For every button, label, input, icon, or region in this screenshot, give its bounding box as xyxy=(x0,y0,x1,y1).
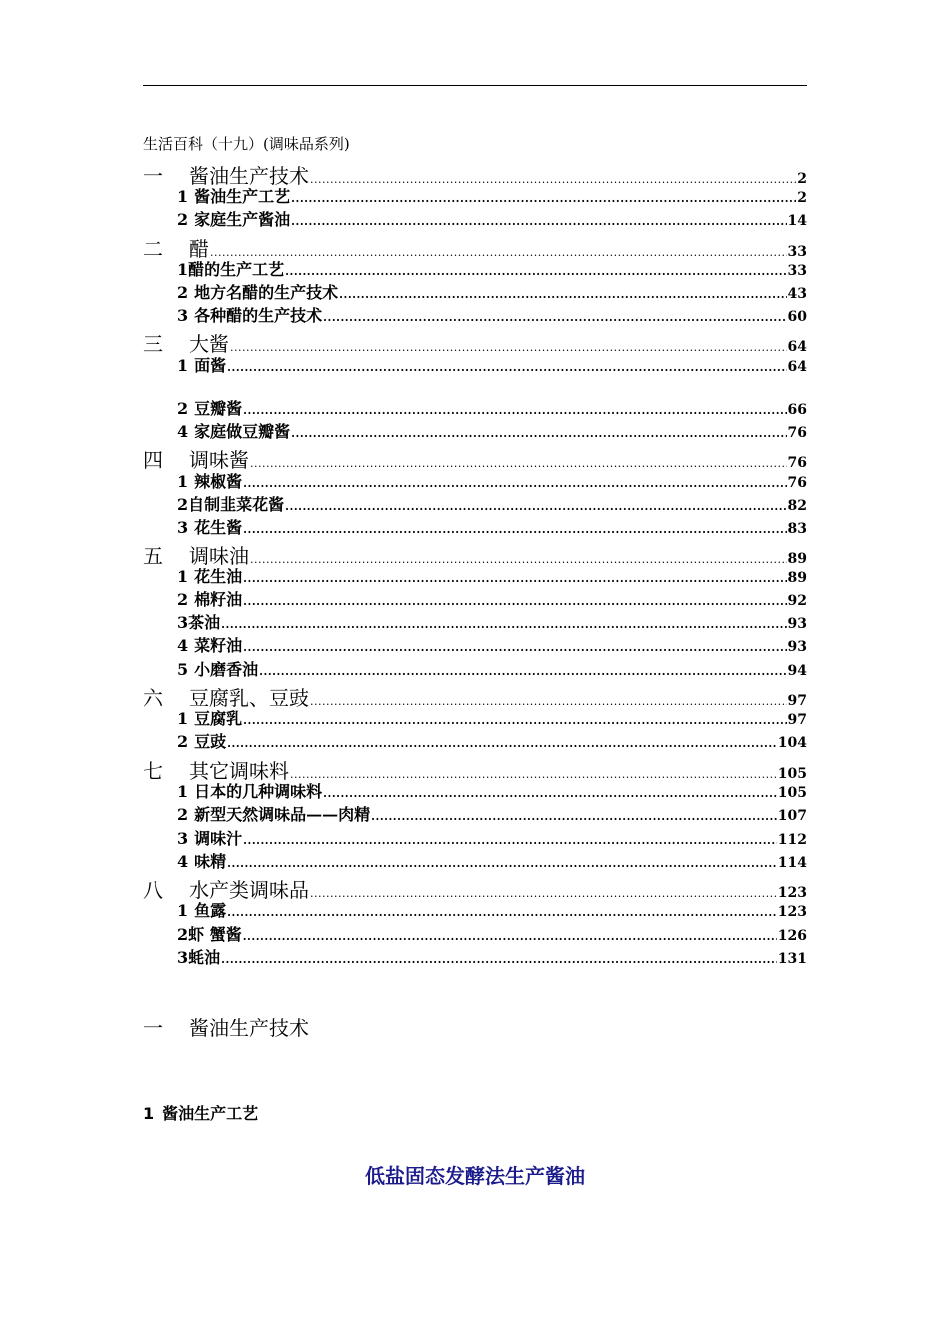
toc-dot-leader xyxy=(227,361,786,374)
toc-dot-leader xyxy=(243,834,777,847)
toc-entry-label xyxy=(177,469,242,492)
toc-page-number: 43 xyxy=(787,286,807,302)
toc-entry-label xyxy=(177,257,284,280)
toc-entry-number: 3 xyxy=(177,613,189,632)
toc-entry-label xyxy=(177,280,338,303)
toc-page-number: 89 xyxy=(787,570,807,586)
toc-entry-label xyxy=(177,849,226,872)
toc-entry-label xyxy=(177,587,242,610)
toc-entry[interactable] xyxy=(143,353,807,376)
toc-entry[interactable] xyxy=(143,945,807,968)
toc-entry-number: 3 xyxy=(177,518,189,537)
toc-entry[interactable] xyxy=(143,610,807,633)
toc-entry-title: 蚝油 xyxy=(188,948,221,967)
toc-page-number: 83 xyxy=(787,521,807,537)
toc-entry[interactable] xyxy=(143,419,807,442)
toc-entry-title: 大酱 xyxy=(189,332,229,356)
toc-entry-title: 各种醋的生产技术 xyxy=(194,306,323,325)
toc-entry-label xyxy=(177,898,226,921)
toc-entry-label xyxy=(177,353,226,376)
toc-dot-leader xyxy=(371,810,777,823)
toc-entry-number: 1 xyxy=(177,782,189,801)
toc-entry[interactable] xyxy=(143,184,807,207)
toc-page-number: 64 xyxy=(787,339,807,355)
toc-entry-title: 调味油 xyxy=(189,544,249,568)
toc-entry[interactable] xyxy=(143,729,807,752)
toc-entry[interactable] xyxy=(143,633,807,656)
toc-entry-number: 一 xyxy=(143,164,163,188)
toc-page-number: 60 xyxy=(787,309,807,325)
toc-dot-leader xyxy=(243,572,786,585)
toc-entry-title: 地方名醋的生产技术 xyxy=(194,283,339,302)
toc-dot-leader xyxy=(285,500,786,513)
toc-dot-leader xyxy=(291,192,796,205)
toc-entry[interactable] xyxy=(143,396,807,419)
toc-page-number: 104 xyxy=(777,735,807,751)
toc-page-number: 2 xyxy=(797,171,807,187)
section-heading xyxy=(143,1012,309,1041)
toc-dot-leader xyxy=(227,906,777,919)
toc-entry-number: 2 xyxy=(177,732,189,751)
toc-dot-leader xyxy=(243,477,786,490)
subsection-number: 1 xyxy=(143,1104,155,1123)
toc-page-number: 33 xyxy=(787,263,807,279)
toc-page-number: 105 xyxy=(777,766,807,782)
toc-entry-label xyxy=(177,396,242,419)
toc-page-number: 97 xyxy=(787,712,807,728)
section-number: 一 xyxy=(143,1016,163,1040)
toc-entry-number: 1 xyxy=(177,356,189,375)
toc-entry-title: 虾 蟹酱 xyxy=(188,925,242,944)
toc-entry[interactable] xyxy=(143,515,807,538)
toc-entry[interactable] xyxy=(143,492,807,515)
toc-dot-leader xyxy=(285,265,786,278)
toc-entry-number: 2 xyxy=(177,495,189,514)
toc-entry-title: 自制韭菜花酱 xyxy=(188,495,285,514)
toc-entry-number: 1 xyxy=(177,260,189,279)
toc-entry-title: 棉籽油 xyxy=(194,590,243,609)
toc-dot-leader xyxy=(243,714,786,727)
toc-page-number: 64 xyxy=(787,359,807,375)
toc-entry[interactable] xyxy=(143,587,807,610)
toc-entry-title: 豆腐乳、豆豉 xyxy=(189,686,309,710)
toc-page-number: 105 xyxy=(777,785,807,801)
toc-entry-label xyxy=(177,419,290,442)
toc-page-number: 66 xyxy=(787,402,807,418)
toc-entry-label xyxy=(177,729,226,752)
toc-entry-title: 醋的生产工艺 xyxy=(188,260,285,279)
toc-entry-number: 2 xyxy=(177,805,189,824)
toc-entry[interactable] xyxy=(143,207,807,230)
toc-entry[interactable] xyxy=(143,303,807,326)
toc-entry[interactable] xyxy=(143,898,807,921)
toc-entry-label xyxy=(177,207,290,230)
toc-entry-title: 鱼露 xyxy=(194,901,227,920)
toc-entry-number: 1 xyxy=(177,187,189,206)
toc-entry-number: 八 xyxy=(143,878,163,902)
toc-page-number: 126 xyxy=(777,928,807,944)
toc-dot-leader xyxy=(227,737,777,750)
toc-entry-number: 3 xyxy=(177,948,189,967)
toc-entry-title: 辣椒酱 xyxy=(194,472,243,491)
toc-entry-number: 2 xyxy=(177,210,189,229)
toc-entry-number: 三 xyxy=(143,332,163,356)
toc-entry-title: 酱油生产工艺 xyxy=(194,187,291,206)
toc-dot-leader xyxy=(243,404,786,417)
toc-page-number: 123 xyxy=(777,885,807,901)
toc-page-number: 82 xyxy=(787,498,807,514)
toc-entry-title: 调味汁 xyxy=(194,829,243,848)
toc-entry-title: 豆瓣酱 xyxy=(194,399,243,418)
toc-entry-title: 水产类调味品 xyxy=(189,878,309,902)
toc-entry[interactable] xyxy=(143,469,807,492)
toc-dot-leader xyxy=(243,595,786,608)
toc-dot-leader xyxy=(259,665,786,678)
toc-entry-title: 菜籽油 xyxy=(194,636,243,655)
toc-entry[interactable] xyxy=(143,706,807,729)
toc-dot-leader xyxy=(243,641,786,654)
toc-dot-leader xyxy=(291,427,786,440)
toc-entry-label xyxy=(177,633,242,656)
toc-entry-number: 2 xyxy=(177,283,189,302)
toc-page-number: 14 xyxy=(787,213,807,229)
toc-entry-number: 2 xyxy=(177,925,189,944)
toc-page-number: 107 xyxy=(777,808,807,824)
toc-entry-label xyxy=(177,826,242,849)
subsection-heading xyxy=(143,1101,258,1124)
toc-page-number: 76 xyxy=(787,475,807,491)
toc-entry-title: 茶油 xyxy=(188,613,221,632)
toc-entry[interactable] xyxy=(143,802,807,825)
toc-entry-number: 4 xyxy=(177,422,189,441)
toc-entry-label xyxy=(177,779,322,802)
toc-entry-number: 3 xyxy=(177,306,189,325)
toc-entry-label xyxy=(177,492,284,515)
toc-entry-label xyxy=(177,802,370,825)
header-rule xyxy=(143,85,807,86)
toc-entry-label xyxy=(177,610,220,633)
toc-entry-title: 花生油 xyxy=(194,567,243,586)
toc-page-number: 112 xyxy=(777,832,807,848)
toc-entry-label xyxy=(177,564,242,587)
toc-entry-number: 5 xyxy=(177,660,189,679)
toc-entry-number: 4 xyxy=(177,636,189,655)
toc-entry-title: 味精 xyxy=(194,852,227,871)
toc-entry-title: 醋 xyxy=(189,237,209,261)
toc-entry-label xyxy=(177,184,290,207)
toc-dot-leader xyxy=(339,288,786,301)
toc-entry-number: 七 xyxy=(143,759,163,783)
toc-entry-label xyxy=(177,922,242,945)
toc-entry-label xyxy=(177,657,258,680)
article-title: 低盐固态发酵法生产酱油 xyxy=(365,1164,585,1188)
toc-page-number: 89 xyxy=(787,551,807,567)
toc-title: 生活百科（十九）(调味品系列) xyxy=(143,135,350,153)
toc-entry-title: 新型天然调味品——肉精 xyxy=(194,805,371,824)
toc-entry-title: 面酱 xyxy=(194,356,227,375)
toc-page-number: 94 xyxy=(787,663,807,679)
toc-entry-number: 2 xyxy=(177,590,189,609)
toc-entry-label xyxy=(177,515,242,538)
toc-entry-number: 4 xyxy=(177,852,189,871)
toc-entry-number: 二 xyxy=(143,237,163,261)
toc-entry[interactable] xyxy=(143,779,807,802)
toc-page-number: 93 xyxy=(787,639,807,655)
toc-dot-leader xyxy=(291,215,786,228)
toc-page-number: 123 xyxy=(777,904,807,920)
toc-entry-title: 花生酱 xyxy=(194,518,243,537)
toc-entry-title: 家庭生产酱油 xyxy=(194,210,291,229)
toc-entry-number: 五 xyxy=(143,544,163,568)
subsection-title: 酱油生产工艺 xyxy=(162,1104,259,1123)
toc-entry-number: 1 xyxy=(177,472,189,491)
toc-page-number: 92 xyxy=(787,593,807,609)
toc-page-number: 131 xyxy=(777,951,807,967)
toc-entry[interactable] xyxy=(143,564,807,587)
toc-entry[interactable] xyxy=(143,280,807,303)
toc-entry-title: 家庭做豆瓣酱 xyxy=(194,422,291,441)
toc-page-number: 76 xyxy=(787,455,807,471)
toc-entry[interactable] xyxy=(143,922,807,945)
toc-entry-title: 小磨香油 xyxy=(194,660,259,679)
toc-page-number: 2 xyxy=(797,190,807,206)
toc-entry-title: 调味酱 xyxy=(189,448,249,472)
toc-entry-number: 1 xyxy=(177,901,189,920)
toc-dot-leader xyxy=(323,311,786,324)
toc-page-number: 97 xyxy=(787,693,807,709)
toc-entry-label xyxy=(177,945,220,968)
toc-entry-label xyxy=(177,303,322,326)
toc-entry-number: 3 xyxy=(177,829,189,848)
toc-entry[interactable] xyxy=(143,257,807,280)
toc-entry[interactable] xyxy=(143,849,807,872)
section-title: 酱油生产技术 xyxy=(189,1016,309,1040)
toc-dot-leader xyxy=(243,523,786,536)
toc-dot-leader xyxy=(243,930,777,943)
toc-page-number: 114 xyxy=(777,855,807,871)
toc-entry[interactable] xyxy=(143,657,807,680)
toc-entry-title: 豆腐乳 xyxy=(194,709,243,728)
toc-page-number: 76 xyxy=(787,425,807,441)
toc-entry-number: 六 xyxy=(143,686,163,710)
toc-entry-number: 2 xyxy=(177,399,189,418)
toc-dot-leader xyxy=(221,953,777,966)
toc-entry-number: 1 xyxy=(177,709,189,728)
toc-entry-title: 酱油生产技术 xyxy=(189,164,309,188)
toc-entry-title: 其它调味料 xyxy=(189,759,289,783)
toc-entry-number: 1 xyxy=(177,567,189,586)
toc-dot-leader xyxy=(323,787,777,800)
toc-dot-leader xyxy=(221,618,786,631)
toc-page-number: 33 xyxy=(787,244,807,260)
toc-entry-number: 四 xyxy=(143,448,163,472)
toc-page-number: 93 xyxy=(787,616,807,632)
toc-entry-label xyxy=(177,706,242,729)
toc-entry-title: 豆豉 xyxy=(194,732,227,751)
toc-entry-title: 日本的几种调味料 xyxy=(194,782,323,801)
toc-entry[interactable] xyxy=(143,826,807,849)
toc-dot-leader xyxy=(227,857,777,870)
